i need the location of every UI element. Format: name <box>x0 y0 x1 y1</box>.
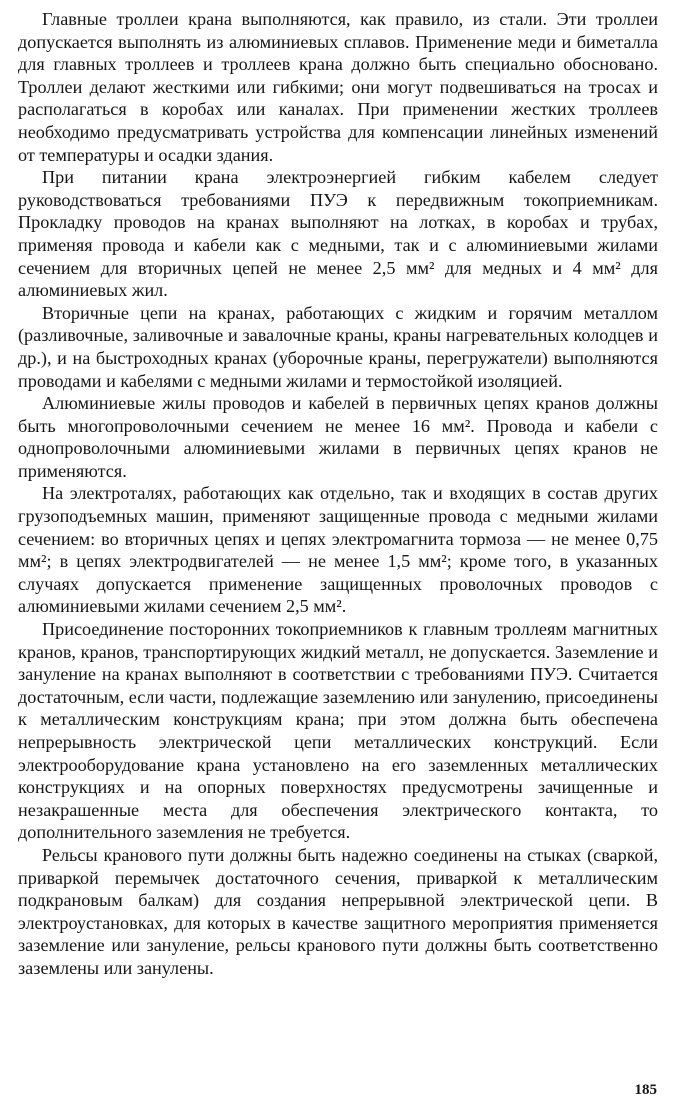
body-text <box>18 8 658 980</box>
paragraph-grounding: Присоединение посторонних токоприемников к главным троллеям магнитных кранов, кранов, транспортирующих жидкий металл, не допускается. Заземление и зануление на кранах выполняют в соответствии с требованиями ПУЭ. Считается достаточным, если части, подлежащие заземлению или занулению, присоединены к металлическим конструкциям крана; при этом должна быть обеспечена непрерывность электрической цепи металлических конструкций. Если электрооборудование крана установлено на его заземленных металлических конструкциях и на опорных поверхностях предусмотрены зачищенные и незакрашенные места для обеспечения электрического контакта, то дополнительного заземления не требуется. <box>18 619 658 843</box>
page-number: 185 <box>634 1082 657 1098</box>
paragraph-flexible-cable: При питании крана электроэнергией гибким кабелем следует руководствоваться требованиями ПУЭ к передвижным токоприемникам. Прокладку проводов на кранах выполняют на лотках, в коробах и трубах, применяя провода и кабели как с медными, так и с алюминиевыми жилами сечением для вторичных цепей не менее 2,5 мм² для медных и 4 мм² для алюминиевых жил. <box>18 167 658 301</box>
paragraph-aluminium-cores: Алюминиевые жилы проводов и кабелей в первичных цепях кранов должны быть многопроволочными сечением не менее 16 мм². Провода и кабели с однопроволочными алюминиевыми жилами в первичных цепях кранов не применяются. <box>18 393 658 481</box>
paragraph-crane-rails: Рельсы кранового пути должны быть надежно соединены на стыках (сваркой, приваркой перемычек достаточного сечения, приваркой к металлическим подкрановым балкам) для создания непрерывной электрической цепи. В электроустановках, для которых в качестве защитного мероприятия применяется заземление или зануление, рельсы кранового пути должны быть соответственно заземлены или занулены. <box>18 844 658 978</box>
paragraph-electric-hoists: На электроталях, работающих как отдельно, так и входящих в состав других грузоподъемных машин, применяют защищенные провода с медными жилами сечением: во вторичных цепях и цепях электромагнита тормоза — не менее 0,75 мм²; в цепях электродвигателей — не менее 1,5 мм²; кроме того, в указанных случаях допускается применение защищенных проволочных проводов с алюминиевыми жилами сечением 2,5 мм². <box>18 483 658 617</box>
paragraph-trolleys-material: Главные троллеи крана выполняются, как правило, из стали. Эти троллеи допускается выполнять из алюминиевых сплавов. Применение меди и биметалла для главных троллеев и троллеев крана должно быть специально обосновано. Троллеи делают жесткими или гибкими; они могут подвешиваться на тросах и располагаться в коробах или каналах. При применении жестких троллеев необходимо предусматривать устройства для компенсации линейных изменений от температуры и осадки здания. <box>18 9 658 165</box>
paragraph-secondary-circuits: Вторичные цепи на кранах, работающих с жидким и горячим металлом (разливочные, заливочные и завалочные краны, краны нагревательных колодцев и др.), и на быстроходных кранах (уборочные краны, перегружатели) выполняются проводами и кабелями с медными жилами и термостойкой изоляцией. <box>18 302 658 391</box>
